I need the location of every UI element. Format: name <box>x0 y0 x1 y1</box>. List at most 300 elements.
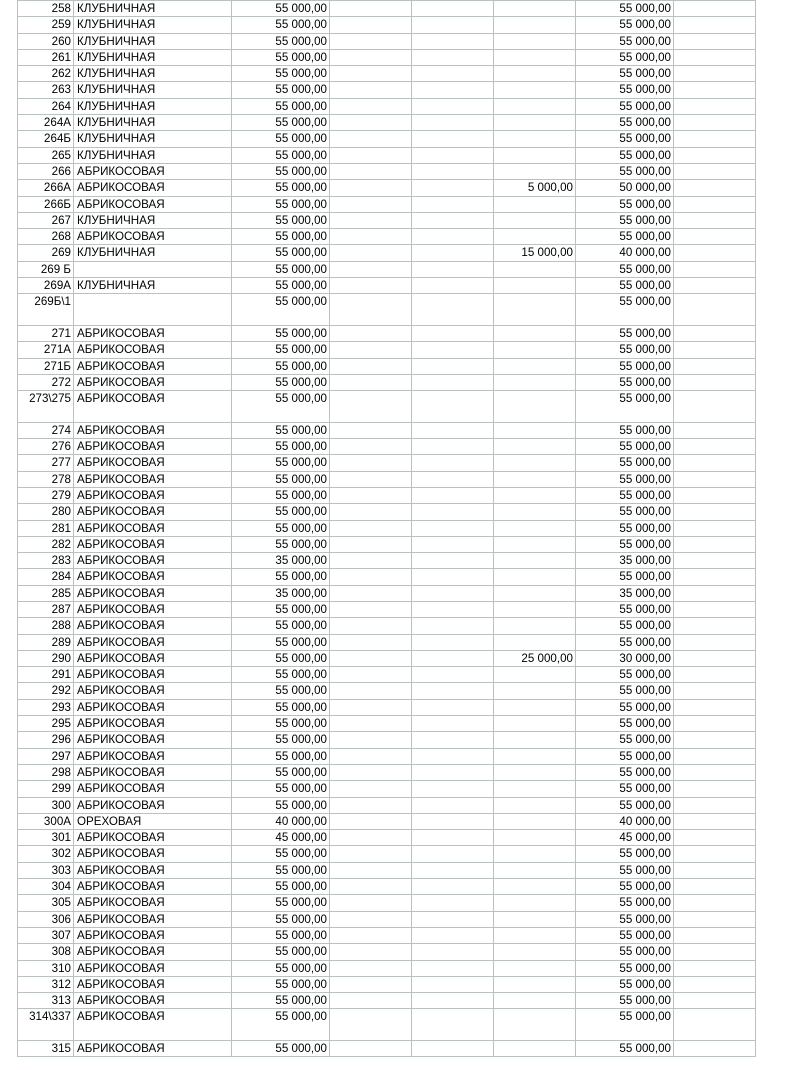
empty-cell[interactable] <box>330 618 412 634</box>
street-cell[interactable]: АБРИКОСОВАЯ <box>74 471 232 487</box>
amount-cell[interactable]: 55 000,00 <box>232 212 330 228</box>
empty-cell[interactable] <box>412 261 494 277</box>
empty-cell[interactable] <box>330 422 412 438</box>
empty-cell[interactable] <box>674 764 756 780</box>
empty-cell[interactable] <box>674 245 756 261</box>
empty-cell[interactable] <box>674 601 756 617</box>
empty-cell[interactable] <box>674 976 756 992</box>
empty-cell[interactable] <box>330 1 412 17</box>
plot-number-cell[interactable]: 262 <box>18 66 74 82</box>
empty-cell[interactable] <box>412 196 494 212</box>
amount-cell[interactable]: 45 000,00 <box>232 830 330 846</box>
street-cell[interactable]: КЛУБНИЧНАЯ <box>74 278 232 294</box>
empty-cell[interactable] <box>330 131 412 147</box>
plot-number-cell[interactable]: 298 <box>18 764 74 780</box>
empty-cell[interactable] <box>412 487 494 503</box>
balance-cell[interactable]: 55 000,00 <box>576 33 674 49</box>
empty-cell[interactable] <box>674 374 756 390</box>
balance-cell[interactable]: 55 000,00 <box>576 683 674 699</box>
empty-cell[interactable] <box>412 862 494 878</box>
street-cell[interactable]: АБРИКОСОВАЯ <box>74 650 232 666</box>
plot-number-cell[interactable]: 266 <box>18 163 74 179</box>
plot-number-cell[interactable]: 307 <box>18 927 74 943</box>
empty-cell[interactable] <box>412 944 494 960</box>
empty-cell[interactable] <box>674 1 756 17</box>
empty-cell[interactable] <box>330 781 412 797</box>
empty-cell[interactable] <box>412 569 494 585</box>
empty-cell[interactable] <box>330 911 412 927</box>
plot-number-cell[interactable]: 287 <box>18 601 74 617</box>
street-cell[interactable]: АБРИКОСОВАЯ <box>74 895 232 911</box>
plot-number-cell[interactable]: 284 <box>18 569 74 585</box>
plot-number-cell[interactable]: 278 <box>18 471 74 487</box>
empty-cell[interactable] <box>330 455 412 471</box>
street-cell[interactable]: АБРИКОСОВАЯ <box>74 732 232 748</box>
amount-cell[interactable]: 55 000,00 <box>232 569 330 585</box>
paid-cell[interactable] <box>494 911 576 927</box>
street-cell[interactable]: АБРИКОСОВАЯ <box>74 601 232 617</box>
empty-cell[interactable] <box>412 82 494 98</box>
paid-cell[interactable] <box>494 325 576 341</box>
paid-cell[interactable] <box>494 115 576 131</box>
empty-cell[interactable] <box>674 1041 756 1057</box>
plot-number-cell[interactable]: 308 <box>18 944 74 960</box>
balance-cell[interactable]: 55 000,00 <box>576 618 674 634</box>
street-cell[interactable]: АБРИКОСОВАЯ <box>74 520 232 536</box>
empty-cell[interactable] <box>412 471 494 487</box>
plot-number-cell[interactable]: 274 <box>18 422 74 438</box>
empty-cell[interactable] <box>674 667 756 683</box>
street-cell[interactable]: АБРИКОСОВАЯ <box>74 683 232 699</box>
amount-cell[interactable]: 55 000,00 <box>232 1009 330 1041</box>
empty-cell[interactable] <box>330 147 412 163</box>
street-cell[interactable]: АБРИКОСОВАЯ <box>74 944 232 960</box>
balance-cell[interactable]: 55 000,00 <box>576 634 674 650</box>
empty-cell[interactable] <box>330 325 412 341</box>
empty-cell[interactable] <box>412 732 494 748</box>
empty-cell[interactable] <box>674 569 756 585</box>
empty-cell[interactable] <box>330 569 412 585</box>
paid-cell[interactable] <box>494 634 576 650</box>
empty-cell[interactable] <box>330 634 412 650</box>
amount-cell[interactable]: 55 000,00 <box>232 520 330 536</box>
plot-number-cell[interactable]: 259 <box>18 17 74 33</box>
amount-cell[interactable]: 55 000,00 <box>232 115 330 131</box>
empty-cell[interactable] <box>330 520 412 536</box>
paid-cell[interactable] <box>494 993 576 1009</box>
empty-cell[interactable] <box>674 716 756 732</box>
street-cell[interactable]: КЛУБНИЧНАЯ <box>74 212 232 228</box>
amount-cell[interactable]: 55 000,00 <box>232 634 330 650</box>
empty-cell[interactable] <box>330 927 412 943</box>
plot-number-cell[interactable]: 271Б <box>18 358 74 374</box>
amount-cell[interactable]: 55 000,00 <box>232 716 330 732</box>
amount-cell[interactable]: 55 000,00 <box>232 846 330 862</box>
empty-cell[interactable] <box>330 960 412 976</box>
paid-cell[interactable]: 5 000,00 <box>494 180 576 196</box>
paid-cell[interactable] <box>494 163 576 179</box>
amount-cell[interactable]: 55 000,00 <box>232 1041 330 1057</box>
empty-cell[interactable] <box>412 553 494 569</box>
empty-cell[interactable] <box>330 585 412 601</box>
empty-cell[interactable] <box>330 601 412 617</box>
plot-number-cell[interactable]: 279 <box>18 487 74 503</box>
paid-cell[interactable] <box>494 147 576 163</box>
amount-cell[interactable]: 55 000,00 <box>232 325 330 341</box>
amount-cell[interactable]: 55 000,00 <box>232 196 330 212</box>
empty-cell[interactable] <box>412 1041 494 1057</box>
empty-cell[interactable] <box>674 504 756 520</box>
balance-cell[interactable]: 55 000,00 <box>576 879 674 895</box>
plot-number-cell[interactable]: 261 <box>18 49 74 65</box>
paid-cell[interactable] <box>494 1 576 17</box>
plot-number-cell[interactable]: 269 Б <box>18 261 74 277</box>
plot-number-cell[interactable]: 296 <box>18 732 74 748</box>
street-cell[interactable]: АБРИКОСОВАЯ <box>74 781 232 797</box>
empty-cell[interactable] <box>330 813 412 829</box>
plot-number-cell[interactable]: 264 <box>18 98 74 114</box>
empty-cell[interactable] <box>330 342 412 358</box>
balance-cell[interactable]: 55 000,00 <box>576 82 674 98</box>
street-cell[interactable]: АБРИКОСОВАЯ <box>74 879 232 895</box>
amount-cell[interactable]: 55 000,00 <box>232 683 330 699</box>
paid-cell[interactable] <box>494 66 576 82</box>
balance-cell[interactable]: 55 000,00 <box>576 455 674 471</box>
empty-cell[interactable] <box>674 115 756 131</box>
paid-cell[interactable] <box>494 261 576 277</box>
paid-cell[interactable] <box>494 895 576 911</box>
empty-cell[interactable] <box>330 862 412 878</box>
street-cell[interactable]: АБРИКОСОВАЯ <box>74 830 232 846</box>
empty-cell[interactable] <box>412 667 494 683</box>
empty-cell[interactable] <box>330 49 412 65</box>
empty-cell[interactable] <box>674 131 756 147</box>
plot-number-cell[interactable]: 264Б <box>18 131 74 147</box>
empty-cell[interactable] <box>674 98 756 114</box>
empty-cell[interactable] <box>674 781 756 797</box>
paid-cell[interactable] <box>494 927 576 943</box>
street-cell[interactable]: АБРИКОСОВАЯ <box>74 993 232 1009</box>
empty-cell[interactable] <box>674 553 756 569</box>
empty-cell[interactable] <box>330 748 412 764</box>
paid-cell[interactable] <box>494 131 576 147</box>
empty-cell[interactable] <box>412 536 494 552</box>
street-cell[interactable]: АБРИКОСОВАЯ <box>74 748 232 764</box>
street-cell[interactable]: АБРИКОСОВАЯ <box>74 585 232 601</box>
paid-cell[interactable] <box>494 1009 576 1041</box>
plot-number-cell[interactable]: 267 <box>18 212 74 228</box>
empty-cell[interactable] <box>674 17 756 33</box>
plot-number-cell[interactable]: 291 <box>18 667 74 683</box>
empty-cell[interactable] <box>412 131 494 147</box>
paid-cell[interactable] <box>494 862 576 878</box>
balance-cell[interactable]: 55 000,00 <box>576 504 674 520</box>
amount-cell[interactable]: 55 000,00 <box>232 261 330 277</box>
paid-cell[interactable] <box>494 98 576 114</box>
amount-cell[interactable]: 55 000,00 <box>232 358 330 374</box>
balance-cell[interactable]: 30 000,00 <box>576 650 674 666</box>
paid-cell[interactable] <box>494 229 576 245</box>
empty-cell[interactable] <box>674 748 756 764</box>
street-cell[interactable] <box>74 261 232 277</box>
balance-cell[interactable]: 55 000,00 <box>576 520 674 536</box>
empty-cell[interactable] <box>412 147 494 163</box>
empty-cell[interactable] <box>412 960 494 976</box>
paid-cell[interactable] <box>494 748 576 764</box>
amount-cell[interactable]: 55 000,00 <box>232 180 330 196</box>
empty-cell[interactable] <box>674 927 756 943</box>
amount-cell[interactable]: 40 000,00 <box>232 813 330 829</box>
paid-cell[interactable] <box>494 618 576 634</box>
empty-cell[interactable] <box>412 634 494 650</box>
plot-number-cell[interactable]: 304 <box>18 879 74 895</box>
empty-cell[interactable] <box>412 716 494 732</box>
plot-number-cell[interactable]: 314\337 <box>18 1009 74 1041</box>
plot-number-cell[interactable]: 263 <box>18 82 74 98</box>
street-cell[interactable]: АБРИКОСОВАЯ <box>74 1041 232 1057</box>
street-cell[interactable]: АБРИКОСОВАЯ <box>74 536 232 552</box>
empty-cell[interactable] <box>412 439 494 455</box>
empty-cell[interactable] <box>412 585 494 601</box>
plot-number-cell[interactable]: 272 <box>18 374 74 390</box>
balance-cell[interactable]: 55 000,00 <box>576 325 674 341</box>
empty-cell[interactable] <box>330 471 412 487</box>
empty-cell[interactable] <box>330 1041 412 1057</box>
empty-cell[interactable] <box>674 147 756 163</box>
street-cell[interactable] <box>74 294 232 326</box>
empty-cell[interactable] <box>674 33 756 49</box>
empty-cell[interactable] <box>330 196 412 212</box>
empty-cell[interactable] <box>412 245 494 261</box>
street-cell[interactable]: АБРИКОСОВАЯ <box>74 196 232 212</box>
street-cell[interactable]: АБРИКОСОВАЯ <box>74 862 232 878</box>
empty-cell[interactable] <box>412 98 494 114</box>
balance-cell[interactable]: 55 000,00 <box>576 732 674 748</box>
balance-cell[interactable]: 55 000,00 <box>576 49 674 65</box>
empty-cell[interactable] <box>330 115 412 131</box>
empty-cell[interactable] <box>330 536 412 552</box>
empty-cell[interactable] <box>330 764 412 780</box>
empty-cell[interactable] <box>330 846 412 862</box>
balance-cell[interactable]: 55 000,00 <box>576 358 674 374</box>
street-cell[interactable]: АБРИКОСОВАЯ <box>74 634 232 650</box>
empty-cell[interactable] <box>330 98 412 114</box>
empty-cell[interactable] <box>412 391 494 423</box>
empty-cell[interactable] <box>330 830 412 846</box>
balance-cell[interactable]: 55 000,00 <box>576 862 674 878</box>
balance-cell[interactable]: 55 000,00 <box>576 196 674 212</box>
empty-cell[interactable] <box>674 862 756 878</box>
empty-cell[interactable] <box>674 895 756 911</box>
amount-cell[interactable]: 55 000,00 <box>232 976 330 992</box>
amount-cell[interactable]: 55 000,00 <box>232 601 330 617</box>
street-cell[interactable]: КЛУБНИЧНАЯ <box>74 131 232 147</box>
empty-cell[interactable] <box>330 212 412 228</box>
plot-number-cell[interactable]: 273\275 <box>18 391 74 423</box>
amount-cell[interactable]: 55 000,00 <box>232 455 330 471</box>
empty-cell[interactable] <box>330 374 412 390</box>
plot-number-cell[interactable]: 288 <box>18 618 74 634</box>
balance-cell[interactable]: 40 000,00 <box>576 813 674 829</box>
empty-cell[interactable] <box>330 879 412 895</box>
empty-cell[interactable] <box>674 1009 756 1041</box>
empty-cell[interactable] <box>412 212 494 228</box>
street-cell[interactable]: АБРИКОСОВАЯ <box>74 504 232 520</box>
empty-cell[interactable] <box>674 325 756 341</box>
paid-cell[interactable] <box>494 520 576 536</box>
street-cell[interactable]: АБРИКОСОВАЯ <box>74 439 232 455</box>
street-cell[interactable]: ОРЕХОВАЯ <box>74 813 232 829</box>
empty-cell[interactable] <box>412 911 494 927</box>
street-cell[interactable]: АБРИКОСОВАЯ <box>74 764 232 780</box>
balance-cell[interactable]: 40 000,00 <box>576 245 674 261</box>
street-cell[interactable]: КЛУБНИЧНАЯ <box>74 17 232 33</box>
empty-cell[interactable] <box>674 536 756 552</box>
balance-cell[interactable]: 55 000,00 <box>576 846 674 862</box>
amount-cell[interactable]: 55 000,00 <box>232 944 330 960</box>
paid-cell[interactable] <box>494 553 576 569</box>
plot-number-cell[interactable]: 310 <box>18 960 74 976</box>
amount-cell[interactable]: 55 000,00 <box>232 439 330 455</box>
amount-cell[interactable]: 55 000,00 <box>232 650 330 666</box>
empty-cell[interactable] <box>412 33 494 49</box>
amount-cell[interactable]: 55 000,00 <box>232 504 330 520</box>
empty-cell[interactable] <box>412 455 494 471</box>
plot-number-cell[interactable]: 266Б <box>18 196 74 212</box>
empty-cell[interactable] <box>412 683 494 699</box>
empty-cell[interactable] <box>412 374 494 390</box>
empty-cell[interactable] <box>674 261 756 277</box>
balance-cell[interactable]: 55 000,00 <box>576 342 674 358</box>
balance-cell[interactable]: 55 000,00 <box>576 699 674 715</box>
amount-cell[interactable]: 55 000,00 <box>232 797 330 813</box>
amount-cell[interactable]: 55 000,00 <box>232 536 330 552</box>
amount-cell[interactable]: 55 000,00 <box>232 862 330 878</box>
plot-number-cell[interactable]: 260 <box>18 33 74 49</box>
balance-cell[interactable]: 55 000,00 <box>576 374 674 390</box>
empty-cell[interactable] <box>412 520 494 536</box>
paid-cell[interactable] <box>494 846 576 862</box>
street-cell[interactable]: АБРИКОСОВАЯ <box>74 487 232 503</box>
balance-cell[interactable]: 55 000,00 <box>576 278 674 294</box>
street-cell[interactable]: КЛУБНИЧНАЯ <box>74 49 232 65</box>
empty-cell[interactable] <box>412 325 494 341</box>
empty-cell[interactable] <box>330 358 412 374</box>
plot-number-cell[interactable]: 282 <box>18 536 74 552</box>
empty-cell[interactable] <box>412 342 494 358</box>
street-cell[interactable]: АБРИКОСОВАЯ <box>74 667 232 683</box>
empty-cell[interactable] <box>330 553 412 569</box>
street-cell[interactable]: АБРИКОСОВАЯ <box>74 911 232 927</box>
empty-cell[interactable] <box>412 830 494 846</box>
empty-cell[interactable] <box>674 487 756 503</box>
empty-cell[interactable] <box>674 732 756 748</box>
empty-cell[interactable] <box>674 520 756 536</box>
amount-cell[interactable]: 55 000,00 <box>232 33 330 49</box>
balance-cell[interactable]: 55 000,00 <box>576 748 674 764</box>
paid-cell[interactable] <box>494 504 576 520</box>
empty-cell[interactable] <box>674 294 756 326</box>
empty-cell[interactable] <box>674 797 756 813</box>
empty-cell[interactable] <box>674 66 756 82</box>
amount-cell[interactable]: 55 000,00 <box>232 781 330 797</box>
street-cell[interactable]: АБРИКОСОВАЯ <box>74 618 232 634</box>
empty-cell[interactable] <box>330 683 412 699</box>
paid-cell[interactable] <box>494 82 576 98</box>
empty-cell[interactable] <box>674 830 756 846</box>
plot-number-cell[interactable]: 312 <box>18 976 74 992</box>
empty-cell[interactable] <box>330 667 412 683</box>
plot-number-cell[interactable]: 301 <box>18 830 74 846</box>
empty-cell[interactable] <box>330 487 412 503</box>
empty-cell[interactable] <box>674 455 756 471</box>
paid-cell[interactable] <box>494 471 576 487</box>
balance-cell[interactable]: 55 000,00 <box>576 716 674 732</box>
balance-cell[interactable]: 55 000,00 <box>576 261 674 277</box>
balance-cell[interactable]: 55 000,00 <box>576 797 674 813</box>
empty-cell[interactable] <box>412 895 494 911</box>
balance-cell[interactable]: 35 000,00 <box>576 553 674 569</box>
amount-cell[interactable]: 55 000,00 <box>232 82 330 98</box>
empty-cell[interactable] <box>330 895 412 911</box>
empty-cell[interactable] <box>330 294 412 326</box>
balance-cell[interactable]: 55 000,00 <box>576 115 674 131</box>
empty-cell[interactable] <box>412 1 494 17</box>
empty-cell[interactable] <box>330 944 412 960</box>
empty-cell[interactable] <box>330 650 412 666</box>
balance-cell[interactable]: 55 000,00 <box>576 439 674 455</box>
empty-cell[interactable] <box>330 993 412 1009</box>
empty-cell[interactable] <box>330 1009 412 1041</box>
empty-cell[interactable] <box>412 927 494 943</box>
amount-cell[interactable]: 55 000,00 <box>232 278 330 294</box>
paid-cell[interactable] <box>494 342 576 358</box>
empty-cell[interactable] <box>412 650 494 666</box>
empty-cell[interactable] <box>412 66 494 82</box>
plot-number-cell[interactable]: 305 <box>18 895 74 911</box>
empty-cell[interactable] <box>412 846 494 862</box>
empty-cell[interactable] <box>412 278 494 294</box>
balance-cell[interactable]: 55 000,00 <box>576 569 674 585</box>
street-cell[interactable]: АБРИКОСОВАЯ <box>74 374 232 390</box>
paid-cell[interactable] <box>494 374 576 390</box>
street-cell[interactable]: АБРИКОСОВАЯ <box>74 927 232 943</box>
paid-cell[interactable] <box>494 49 576 65</box>
amount-cell[interactable]: 55 000,00 <box>232 911 330 927</box>
street-cell[interactable]: АБРИКОСОВАЯ <box>74 1009 232 1041</box>
paid-cell[interactable] <box>494 732 576 748</box>
street-cell[interactable]: АБРИКОСОВАЯ <box>74 960 232 976</box>
empty-cell[interactable] <box>674 471 756 487</box>
empty-cell[interactable] <box>412 764 494 780</box>
empty-cell[interactable] <box>674 439 756 455</box>
empty-cell[interactable] <box>412 699 494 715</box>
paid-cell[interactable]: 15 000,00 <box>494 245 576 261</box>
plot-number-cell[interactable]: 293 <box>18 699 74 715</box>
empty-cell[interactable] <box>674 391 756 423</box>
empty-cell[interactable] <box>330 82 412 98</box>
plot-number-cell[interactable]: 280 <box>18 504 74 520</box>
street-cell[interactable]: АБРИКОСОВАЯ <box>74 976 232 992</box>
amount-cell[interactable]: 55 000,00 <box>232 49 330 65</box>
street-cell[interactable]: АБРИКОСОВАЯ <box>74 569 232 585</box>
balance-cell[interactable]: 55 000,00 <box>576 1041 674 1057</box>
street-cell[interactable]: АБРИКОСОВАЯ <box>74 325 232 341</box>
street-cell[interactable]: КЛУБНИЧНАЯ <box>74 98 232 114</box>
paid-cell[interactable] <box>494 487 576 503</box>
balance-cell[interactable]: 55 000,00 <box>576 1 674 17</box>
amount-cell[interactable]: 55 000,00 <box>232 1 330 17</box>
